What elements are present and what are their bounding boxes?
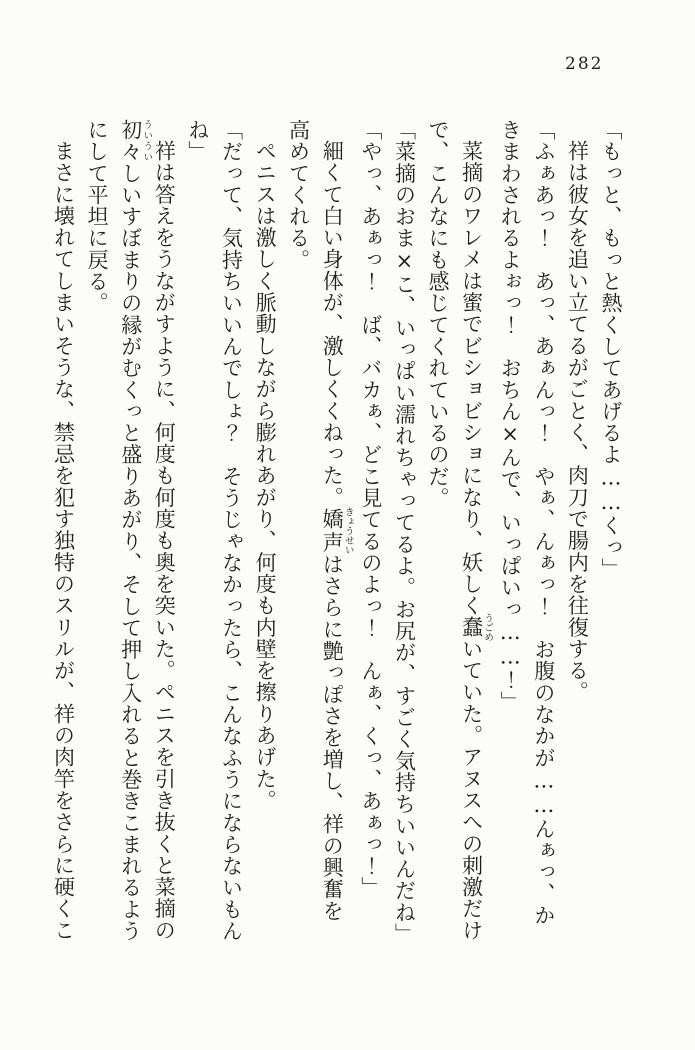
furigana-annotated-word: 蠢うごめ (459, 612, 494, 642)
paragraph-narration: 細くて白い身体が、激しくくねった。嬌声きょうせいはさらに艶っぽさを増し、祥の興奮を高めてくれる。 (286, 119, 354, 922)
paragraph-narration: ペニスは激しく脈動しながら膨れあがり、何度も内壁を擦りあげた。 (253, 140, 278, 812)
furigana-annotated-word: 嬌声きょうせい (320, 507, 354, 555)
paragraph-dialogue: 「もっと、もっと熱くしてあげるよ……くっ」 (599, 119, 623, 580)
paragraph-dialogue: 「やっ、あぁっ！ ば、バカぁ、どこ見てるのよっ！ んぁ、くっ、あぁっ！」 (358, 119, 383, 899)
furigana-annotated-word: 初々ういうい (118, 119, 153, 163)
paragraph-narration: 祥は彼女を追い立てるがごとく、肉刀で腸内を往復する。 (565, 140, 590, 703)
page-number: 282 (565, 54, 604, 74)
paragraph-narration: 菜摘のワレメは蜜でビショビショになり、妖しく蠢うごめいていた。アヌスへの刺激だけで、こんなにも感じてくれているのだ。 (426, 119, 494, 942)
paragraph-narration: まさに壊れてしまいそうな、禁忌を犯す独特のスリルが、祥の肉竿をさらに硬くこ (51, 140, 76, 942)
paragraph-dialogue: 「だって、気持ちいいんでしょ？ そうじゃなかったら、こんなふうにならないもんね」 (185, 119, 244, 942)
paragraph-narration: 祥は答えをうながすように、何度も何度も奥を突いた。ペニスを引き抜くと菜摘の初々ういういしいすぼまりの縁がむくっと盛りあがり、そして押し入れると巻きこまれるようにして平坦に戻る。 (85, 119, 177, 942)
page-text-block (51, 119, 627, 943)
paragraph-dialogue: 「菜摘のおま×こ、いっぱい濡れちゃってるよ。お尻が、すごく気持ちいいんだね」 (392, 119, 417, 945)
paragraph-dialogue: 「ふぁあっ！ あっ、あぁんっ！ やぁ、んぁっ！ お腹のなかが……んぁっ、かきまわされるよぉっ！ おちん×んで、いっぱいっ……！」 (498, 119, 556, 927)
